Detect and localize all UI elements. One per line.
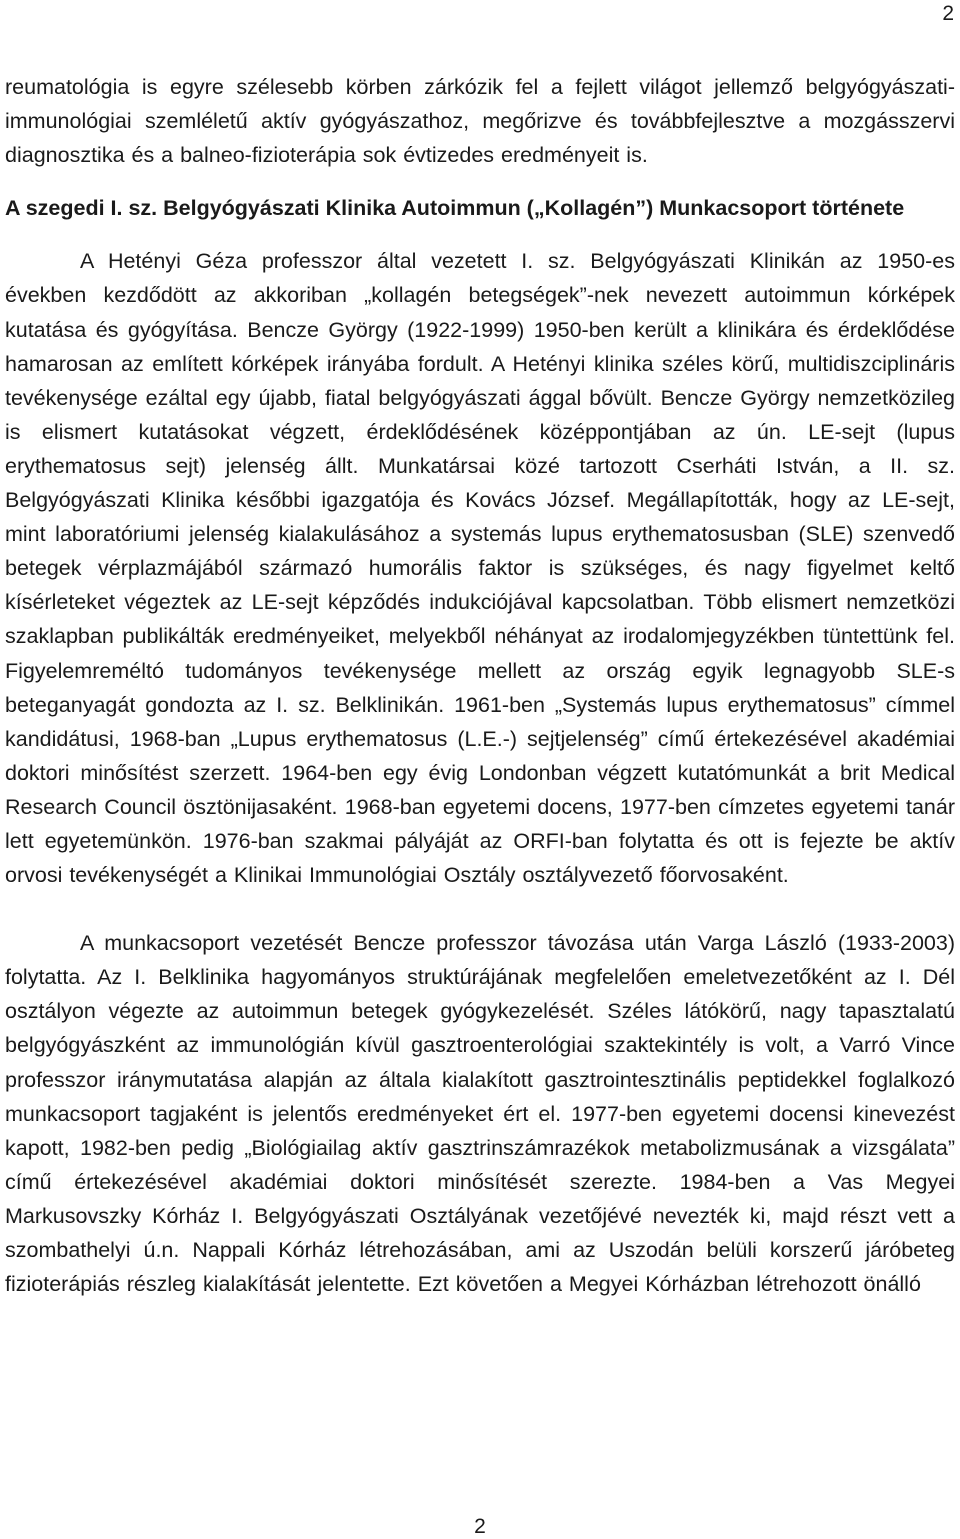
- document-body: [5, 70, 955, 1301]
- page-number-top: 2: [942, 2, 954, 25]
- paragraph-intro: reumatológia is egyre szélesebb körben zárkózik fel a fejlett világot jellemző belgyógyászati-immunológiai szemléletű aktív gyógyászathoz, megőrizve és továbbfejlesztve a mozgásszervi diagnosztika és a balneo-fizioterápia sok évtizedes eredményeit is.: [5, 75, 955, 168]
- paragraph-history: A Hetényi Géza professzor által vezetett I. sz. Belgyógyászati Klinikán az 1950-es években kezdődött az akkoriban „kollagén betegségek”-nek nevezett autoimmun kórképek kutatása és gyógyítása. Bencze György (1922-1999) 1950-ben került a klinikára és érdeklődése hamarosan az említett kórképek irányába fordult. A Hetényi klinika széles körű, multidiszciplináris tevékenysége ezáltal egy újabb, fiatal belgyógyászati ággal bővült. Bencze György nemzetközileg is elismert kutatásokat végzett, érdeklődésének középpontjában az ún. LE-sejt (lupus erythematosus sejt) jelenség állt. Munkatársai közé tartozott Cserháti István, a II. sz. Belgyógyászati Klinika későbbi igazgatója és Kovács József. Megállapították, hogy az LE-sejt, mint laboratóriumi jelenség kialakulásához a systemás lupus erythematosusban (SLE) szenvedő betegek vérplazmájából származó humorális faktor is szükséges, és nagy figyelmet keltő kísérleteket végeztek az LE-sejt képződés indukciójával kapcsolatban. Több elismert nemzetközi szaklapban publikálták eredményeiket, melyekből néhányat az irodalomjegyzékben tüntettünk fel. Figyelemreméltó tudományos tevékenysége mellett az ország egyik legnagyobb SLE-s beteganyagát gondozta az I. sz. Belklinikán. 1961-ben „Systemás lupus erythematosus” címmel kandidátusi, 1968-ban „Lupus erythematosus (L.E.-) sejtjelenség” című értekezésével akadémiai doktori minősítést szerzett. 1964-ben egy évig Londonban végzett kutatómunkát a brit Medical Research Council ösztönijasaként. 1968-ban egyetemi docens, 1977-ben címzetes egyetemi tanár lett egyetemünkön. 1976-ban szakmai pályáját az ORFI-ban folytatta és ott is fejezte be aktív orvosi tevékenységét a Klinikai Immunológiai Osztály osztályvezető főorvosaként.: [5, 249, 955, 888]
- paragraph-successor: A munkacsoport vezetését Bencze professzor távozása után Varga László (1933-2003) folytatta. Az I. Belklinika hagyományos struktúrájának megfelelően emeletvezetőként az I. Dél osztályon végezte az autoimmun betegek gyógykezelését. Széles látókörű, nagy tapasztalatú belgyógyászként az immunológián kívül gasztroenterológiai szaktekintély is volt, a Varró Vince professzor iránymutatása alapján az általa kialakított gasztrointesztinális peptidekkel foglalkozó munkacsoport tagjaként is jelentős eredményeket ért el. 1977-ben egyetemi docensi kinevezést kapott, 1982-ben pedig „Biológiailag aktív gasztrinszámrazékok metabolizmusának a vizsgálata” című értekezésével akadémiai doktori minősítését szerezte. 1984-ben a Vas Megyei Markusovszky Kórház I. Belgyógyászati Osztályának vezetőjévé nevezték ki, majd részt vett a szombathelyi ú.n. Nappali Kórház létrehozásában, ami az Uszodán belüli korszerű járóbeteg fizioterápiás részleg kialakítását jelentette. Ezt követően a Megyei Kórházban létrehozott önálló: [5, 931, 955, 1297]
- page-number-bottom: 2: [474, 1515, 486, 1538]
- section-heading: A szegedi I. sz. Belgyógyászati Klinika Autoimmun („Kollagén”) Munkacsoport története: [5, 196, 905, 221]
